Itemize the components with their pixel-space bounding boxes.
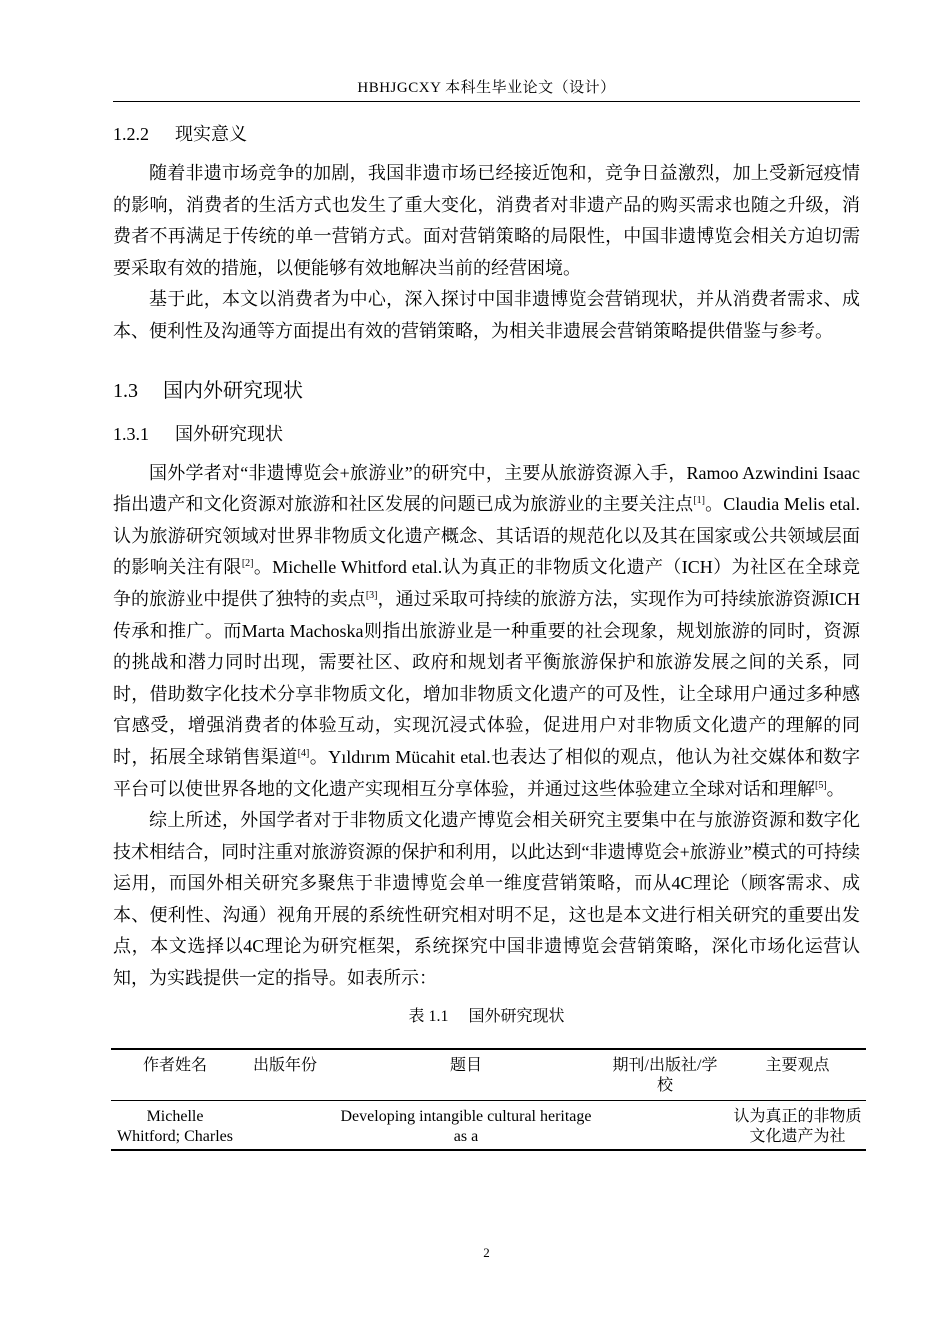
text: 国外学者对“非遗博览会+旅游业”的研究中，主要从旅游资源入手，Ramoo Azwindini Isaac指出遗产和文化资源对旅游和社区发展的问题已成为旅游业的主要关注点	[113, 462, 860, 515]
paragraph: 基于此，本文以消费者为中心，深入探讨中国非遗博览会营销现状，并从消费者需求、成本、便利性及沟通等方面提出有效的营销策略，为相关非遗展会营销策略提供借鉴与参考。	[113, 289, 860, 341]
table-caption	[113, 1003, 860, 1026]
section-heading-1-2-2	[113, 118, 860, 150]
citation: [4]	[297, 747, 310, 759]
header-rule	[113, 101, 860, 102]
research-table	[111, 1048, 866, 1151]
paragraph-literature	[113, 458, 860, 806]
citation: [5]	[815, 779, 827, 791]
page-header: HBHJGCXY 本科生毕业论文（设计）	[357, 80, 616, 96]
cell-title: Developing intangible cultural heritage as a	[340, 1107, 592, 1145]
citation: [1]	[693, 495, 705, 507]
section-number: 1.3.1	[113, 423, 149, 444]
header-author: 作者姓名	[142, 1056, 207, 1074]
table-row	[111, 1100, 866, 1150]
cell-author: Michelle Whitford; Charles	[117, 1107, 233, 1145]
section-title: 国外研究现状	[175, 423, 283, 444]
page-number: 2	[483, 1245, 490, 1260]
text: 。Yıldırım Mücahit etal.也表达了相似的观点，他认为社交媒体和数字平台可以使世界各地的文化遗产实现相互分享体验，并通过这些体验建立全球对话和理解	[113, 746, 861, 799]
text: 。Claudia Melis etal.认为旅游研究领域对世界非物质文化遗产概念、其话语的规范化以及其在国家或公共领域层面的影响关注有限	[113, 494, 861, 578]
cell-viewpoint: 认为真正的非物质文化遗产为社	[733, 1107, 862, 1145]
text: 。Michelle Whitford etal.认为真正的非物质文化遗产（ICH）为社区在全球竞争的旅游业中提供了独特的卖点	[113, 557, 861, 609]
citation: [2]	[241, 558, 254, 570]
table-title: 国外研究现状	[468, 1007, 565, 1025]
header-title: 题目	[449, 1056, 482, 1074]
cell-journal	[601, 1100, 729, 1150]
text: ，通过采取可持续的旅游方法，实现作为可持续旅游资源ICH传承和推广。而Marta Machoska则指出旅游业是一种重要的社会现象，规划旅游的同时，资源的挑战和潜力同时出现，需要社区、政府和规划者平衡旅游保护和旅游发展之间的关系，同时，借助数字化技术分享非物质文化，增加非物质文化遗产的可及性，让全球用户通过多种感官感受，增强消费者的体验互动，实现沉浸式体验，促进用户对非物质文化遗产的理解的同时，拓展全球销售渠道	[113, 588, 861, 767]
page-body	[113, 112, 860, 1151]
section-title: 现实意义	[175, 124, 247, 144]
section-number: 1.3	[113, 379, 138, 402]
cell-year	[239, 1100, 331, 1150]
header-year: 出版年份	[252, 1056, 317, 1074]
text: 。	[826, 778, 845, 799]
header-viewpoint: 主要观点	[765, 1056, 830, 1074]
section-heading-1-3	[113, 374, 860, 408]
table-header-row	[111, 1049, 866, 1101]
paragraph: 随着非遗市场竞争的加剧，我国非遗市场已经接近饱和，竞争日益激烈，加上受新冠疫情的影响，消费者的生活方式也发生了重大变化，消费者对非遗产品的购买需求也随之升级，消费者不再满足于传统的单一营销方式。面对营销策略的局限性，中国非遗博览会相关方迫切需要采取有效的措施，以便能够有效地解决当前的经营困境。	[113, 163, 860, 278]
table-number: 表 1.1	[408, 1007, 449, 1025]
header-journal: 期刊/出版社/学校	[612, 1056, 718, 1094]
paragraph: 综上所述，外国学者对于非物质文化遗产博览会相关研究主要集中在与旅游资源和数字化技术相结合，同时注重对旅游资源的保护和利用，以此达到“非遗博览会+旅游业”模式的可持续运用，而国外相关研究多聚焦于非遗博览会单一维度营销策略，而从4C理论（顾客需求、成本、便利性、沟通）视角开展的系统性研究相对明不足，这也是本文进行相关研究的重要出发点，本文选择以4C理论为研究框架，系统探究中国非遗博览会营销策略，深化市场化运营认知，为实践提供一定的指导。如表所示：	[113, 810, 860, 989]
section-title: 国内外研究现状	[163, 379, 303, 402]
section-heading-1-3-1	[113, 418, 860, 450]
citation: [3]	[365, 589, 378, 601]
section-number: 1.2.2	[113, 124, 149, 144]
